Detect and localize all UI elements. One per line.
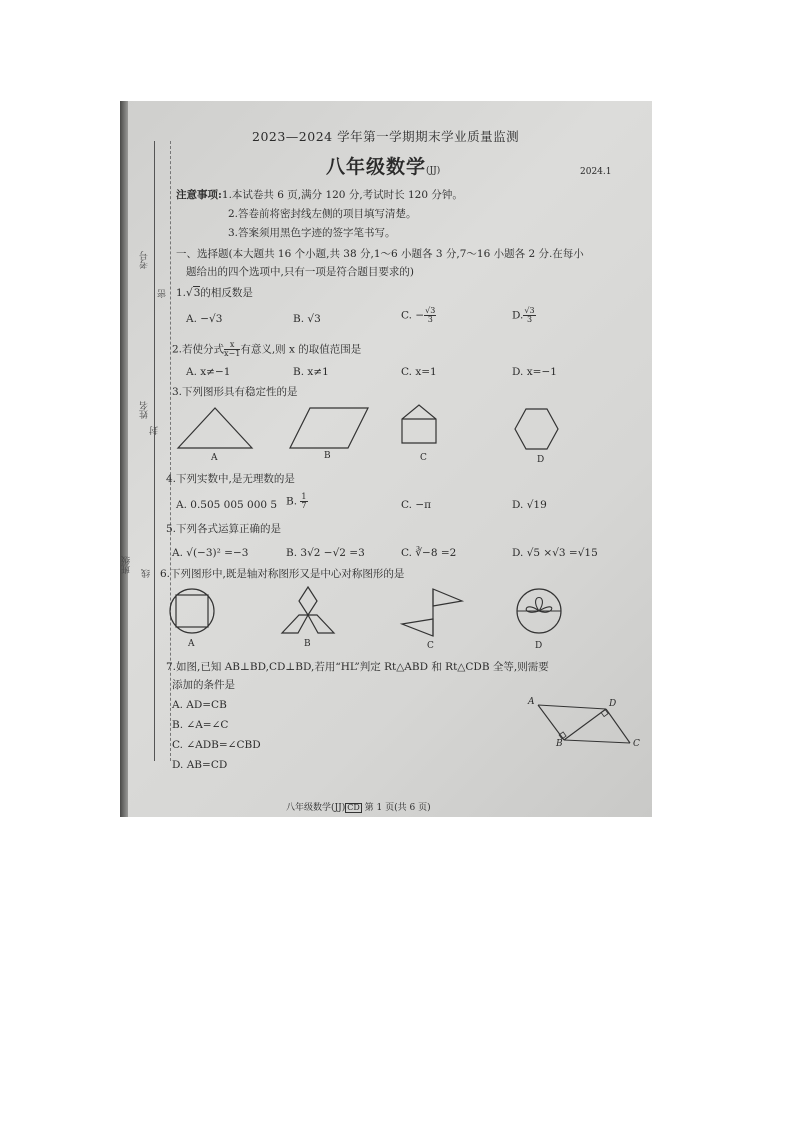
q1-option-a[interactable]: A. −√3	[186, 313, 223, 325]
section1-line1: 一、选择题(本大题共 16 个小题,共 38 分,1～6 小题各 3 分,7～16 小题各 2 分.在每小	[176, 248, 584, 260]
q1-radicand: 3	[193, 287, 201, 299]
q7-label-b: B	[556, 739, 563, 749]
q4-b-prefix: B.	[286, 495, 298, 508]
seal-mi: 密	[158, 289, 168, 298]
notes-label: 注意事项:	[176, 189, 222, 201]
q3-stem: 3.下列图形具有稳定性的是	[172, 386, 298, 398]
q4-option-d[interactable]: D. √19	[512, 499, 547, 511]
q1-d-prefix: D.	[512, 309, 524, 322]
q7-seg-ad	[538, 705, 606, 709]
q4-option-a[interactable]: A. 0.505 005 000 5	[176, 499, 278, 511]
q2-stem-post: 有意义,则 x 的取值范围是	[240, 343, 362, 356]
footer-subject: 八年级数学(JJ)	[286, 803, 346, 813]
q2-option-b[interactable]: B. x≠1	[293, 366, 329, 378]
notes-item2: 2.答卷前将密封线左侧的项目填写清楚。	[228, 208, 417, 220]
q7-line1: 7.如图,已知 AB⊥BD,CD⊥BD,若用“HL”判定 Rt△ABD 和 Rt△CDB 全等,则需要	[166, 661, 549, 673]
exam-date: 2024.1	[580, 167, 612, 177]
q1-c-prefix: C. −	[401, 309, 425, 322]
q3-label-c: C	[420, 453, 427, 463]
title-main: 八年级数学	[326, 156, 427, 178]
class-label: 班级	[122, 556, 132, 574]
notes-item3: 3.答案须用黑色字迹的签字笔书写。	[228, 227, 396, 239]
q7-option-c[interactable]: C. ∠ADB=∠CBD	[172, 739, 261, 751]
q2-fraction: $\frac{x}{x-1}$	[224, 340, 241, 358]
q5-option-b[interactable]: B. 3√2 −√2 =3	[286, 547, 365, 559]
q3-label-d: D	[537, 455, 545, 465]
q3-label-a: A	[211, 453, 218, 463]
q4-option-c[interactable]: C. −π	[401, 499, 432, 511]
q7-label-d: D	[609, 699, 617, 709]
q7-figure	[120, 101, 652, 817]
seal-feng: 封	[150, 426, 160, 435]
q2-stem-pre: 2.若使分式	[172, 343, 225, 356]
q7-seg-dc	[606, 709, 630, 743]
q4-stem: 4.下列实数中,是无理数的是	[166, 473, 295, 485]
q7-seg-bc	[564, 740, 630, 743]
q6-label-c: C	[427, 641, 434, 651]
q5-option-a[interactable]: A. √(−3)² =−3	[172, 547, 249, 559]
exam-no-label: 考号	[140, 251, 150, 269]
name-label: 姓名	[140, 401, 150, 419]
q1-c-fraction: $\frac{√3}{3}$	[425, 306, 436, 324]
q7-label-a: A	[528, 697, 535, 707]
q1-stem-text: 的相反数是	[200, 287, 253, 299]
q1-num: 1.	[176, 287, 187, 299]
q6-label-b: B	[304, 639, 311, 649]
q5-option-c[interactable]: C. ∛−8 =2	[401, 547, 457, 559]
q7-option-b[interactable]: B. ∠A=∠C	[172, 719, 229, 731]
q3-label-b: B	[324, 451, 331, 461]
q6-stem: 6.下列图形中,既是轴对称图形又是中心对称图形的是	[160, 568, 405, 580]
q7-label-c: C	[633, 739, 640, 749]
title-suffix: (JJ)	[426, 166, 441, 176]
q1-option-b[interactable]: B. √3	[293, 313, 321, 325]
notes-item1: 1.本试卷共 6 页,满分 120 分,考试时长 120 分钟。	[221, 189, 463, 201]
footer-page: 第 1 页(共 6 页)	[364, 803, 431, 813]
q7-option-d[interactable]: D. AB=CD	[172, 759, 228, 771]
q6-label-a: A	[188, 639, 195, 649]
exam-photo	[120, 101, 652, 817]
q7-seg-ab	[538, 705, 564, 740]
q5-stem: 5.下列各式运算正确的是	[166, 523, 282, 535]
section1-line2: 题给出的四个选项中,只有一项是符合题目要求的)	[186, 266, 414, 278]
q7-line2: 添加的条件是	[172, 679, 235, 691]
q2-option-a[interactable]: A. x≠−1	[186, 366, 231, 378]
q1-stem: 1.√3的相反数是	[176, 287, 253, 299]
q1-d-fraction: $\frac{√3}{3}$	[524, 306, 535, 324]
q2-option-c[interactable]: C. x=1	[401, 366, 437, 378]
q7-option-a[interactable]: A. AD=CB	[172, 699, 227, 711]
q4-b-fraction: $\frac{1}{7}$	[301, 492, 307, 510]
exam-subtitle: 2023—2024 学年第一学期期末学业质量监测	[252, 129, 520, 144]
page-footer	[286, 803, 431, 814]
q2-option-d[interactable]: D. x=−1	[512, 366, 557, 378]
footer-stamp: CD	[347, 803, 360, 812]
q6-label-d: D	[535, 641, 543, 651]
q7-seg-bd	[564, 709, 606, 740]
q5-option-d[interactable]: D. √5 ×√3 =√15	[512, 547, 598, 559]
seal-xian: 线	[142, 569, 152, 578]
